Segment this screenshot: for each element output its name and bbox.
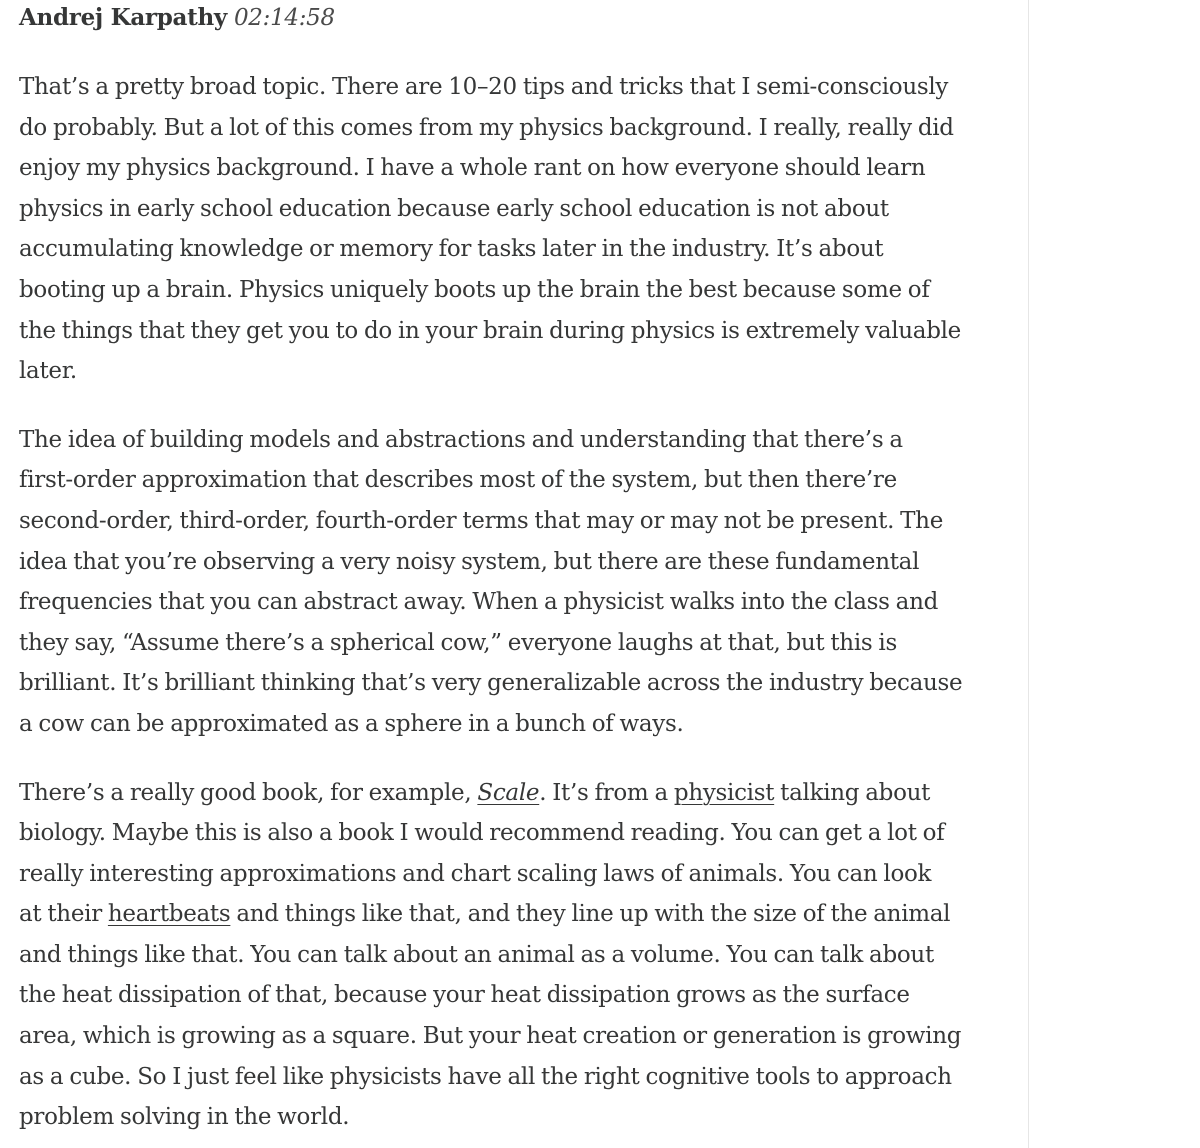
paragraph-1 xyxy=(19,67,1004,392)
text-segment: . It’s from a xyxy=(539,779,674,806)
text-line: the things that they get you to do in your brain during physics is extremely valuable xyxy=(19,317,961,344)
text-line: accumulating knowledge or memory for tasks later in the industry. It’s about xyxy=(19,236,884,263)
text-line: idea that you’re observing a very noisy system, but there are these fundamental xyxy=(19,548,920,575)
text-line: really interesting approximations and chart scaling laws of animals. You can look xyxy=(19,860,932,887)
text-segment: and things like that, and they line up with the size of the animal xyxy=(230,901,951,928)
text-line: booting up a brain. Physics uniquely boots up the brain the best because some of xyxy=(19,276,930,303)
text-line: physics in early school education because early school education is not about xyxy=(19,195,889,222)
text-line: biology. Maybe this is also a book I would recommend reading. You can get a lot of xyxy=(19,820,945,847)
text-line: second-order, third-order, fourth-order terms that may or may not be present. The xyxy=(19,507,944,534)
text-line: frequencies that you can abstract away. When a physicist walks into the class and xyxy=(19,589,939,616)
text-segment: at their xyxy=(19,901,108,928)
heartbeats-link[interactable]: heartbeats xyxy=(107,901,231,928)
timestamp: 02:14:58 xyxy=(233,5,335,31)
text-line: area, which is growing as a square. But your heat creation or generation is growing xyxy=(19,1023,962,1050)
text-line: brilliant. It’s brilliant thinking that’s very generalizable across the industry because xyxy=(19,670,963,697)
speaker-name: Andrej Karpathy xyxy=(19,4,227,31)
text-line: do probably. But a lot of this comes from my physics background. I really, really did xyxy=(19,114,954,141)
text-line: later. xyxy=(19,358,77,385)
text-line: The idea of building models and abstractions and understanding that there’s a xyxy=(19,426,903,453)
text-line: and things like that. You can talk about an animal as a volume. You can talk about xyxy=(19,941,934,968)
text-line xyxy=(19,773,1004,814)
text-line: as a cube. So I just feel like physicists have all the right cognitive tools to approach xyxy=(19,1063,952,1090)
sidebar-divider xyxy=(1028,0,1029,1148)
scale-book-link[interactable]: Scale xyxy=(477,779,540,806)
text-segment: There’s a really good book, for example, xyxy=(19,779,478,806)
paragraph-3 xyxy=(19,773,1004,1138)
text-line: That’s a pretty broad topic. There are 10–20 tips and tricks that I semi-consciously xyxy=(19,74,949,100)
text-line: they say, “Assume there’s a spherical cow,” everyone laughs at that, but this is xyxy=(19,629,897,656)
text-line xyxy=(19,894,1004,935)
text-line: problem solving in the world. xyxy=(19,1104,350,1131)
text-segment: talking about xyxy=(774,779,931,806)
speaker-header xyxy=(19,0,1004,36)
text-line: first-order approximation that describes most of the system, but then there’re xyxy=(19,467,897,494)
physicist-link[interactable]: physicist xyxy=(673,779,775,806)
text-line: the heat dissipation of that, because your heat dissipation grows as the surface xyxy=(19,982,910,1009)
transcript-section xyxy=(19,0,1004,1138)
text-line: a cow can be approximated as a sphere in a bunch of ways. xyxy=(19,710,684,737)
paragraph-2 xyxy=(19,420,1004,745)
text-line: enjoy my physics background. I have a whole rant on how everyone should learn xyxy=(19,155,926,182)
